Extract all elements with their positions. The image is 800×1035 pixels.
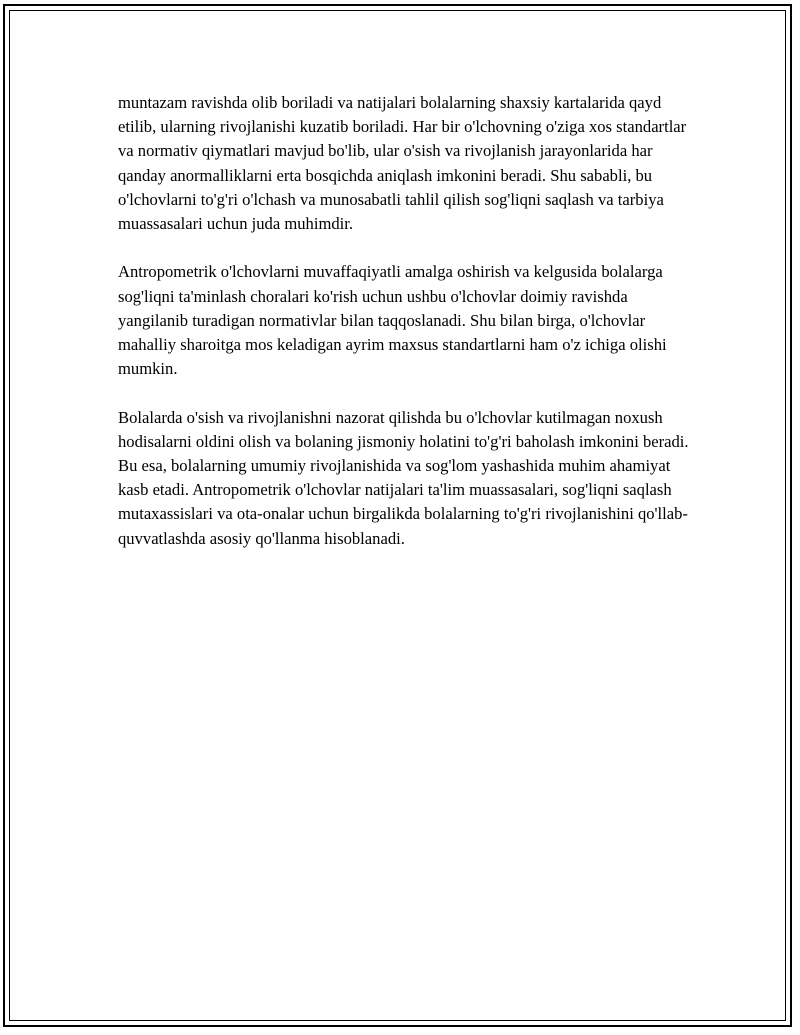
paragraph-1: muntazam ravishda olib boriladi va natijalari bolalarning shaxsiy kartalarida qayd etilib, ularning rivojlanishi kuzatib boriladi. Har bir o'lchovning o'ziga xos standartlar va normativ qiymatlari mavjud bo'lib, ular o'sish va rivojlanish jarayonlarida har qanday anormalliklarni erta bosqichda aniqlash imkonini beradi. Shu sababli, bu o'lchovlarni to'g'ri o'lchash va munosabatli tahlil qilish sog'liqni saqlash va tarbiya muassasalari uchun juda muhimdir.	[118, 93, 687, 234]
document-body	[118, 91, 693, 575]
paragraph-3: Bolalarda o'sish va rivojlanishni nazorat qilishda bu o'lchovlar kutilmagan noxush hodisalarni oldini olish va bolaning jismoniy holatini to'g'ri baholash imkonini beradi. Bu esa, bolalarning umumiy rivojlanishida va sog'lom yashashida muhim ahamiyat kasb etadi. Antropometrik o'lchovlar natijalari ta'lim muassasalari, sog'liqni saqlash mutaxassislari va ota-onalar uchun birgalikda bolalarning to'g'ri rivojlanishini qo'llab-quvvatlashda asosiy qo'llanma hisoblanadi.	[118, 407, 689, 548]
paragraph-2: Antropometrik o'lchovlarni muvaffaqiyatli amalga oshirish va kelgusida bolalarga sog'liqni ta'minlash choralari ko'rish uchun ushbu o'lchovlar doimiy ravishda yangilanib turadigan normativlar bilan taqqoslanadi. Shu bilan birga, o'lchovlar mahalliy sharoitga mos keladigan ayrim maxsus standartlarni ham o'z ichiga olishi mumkin.	[118, 262, 667, 379]
